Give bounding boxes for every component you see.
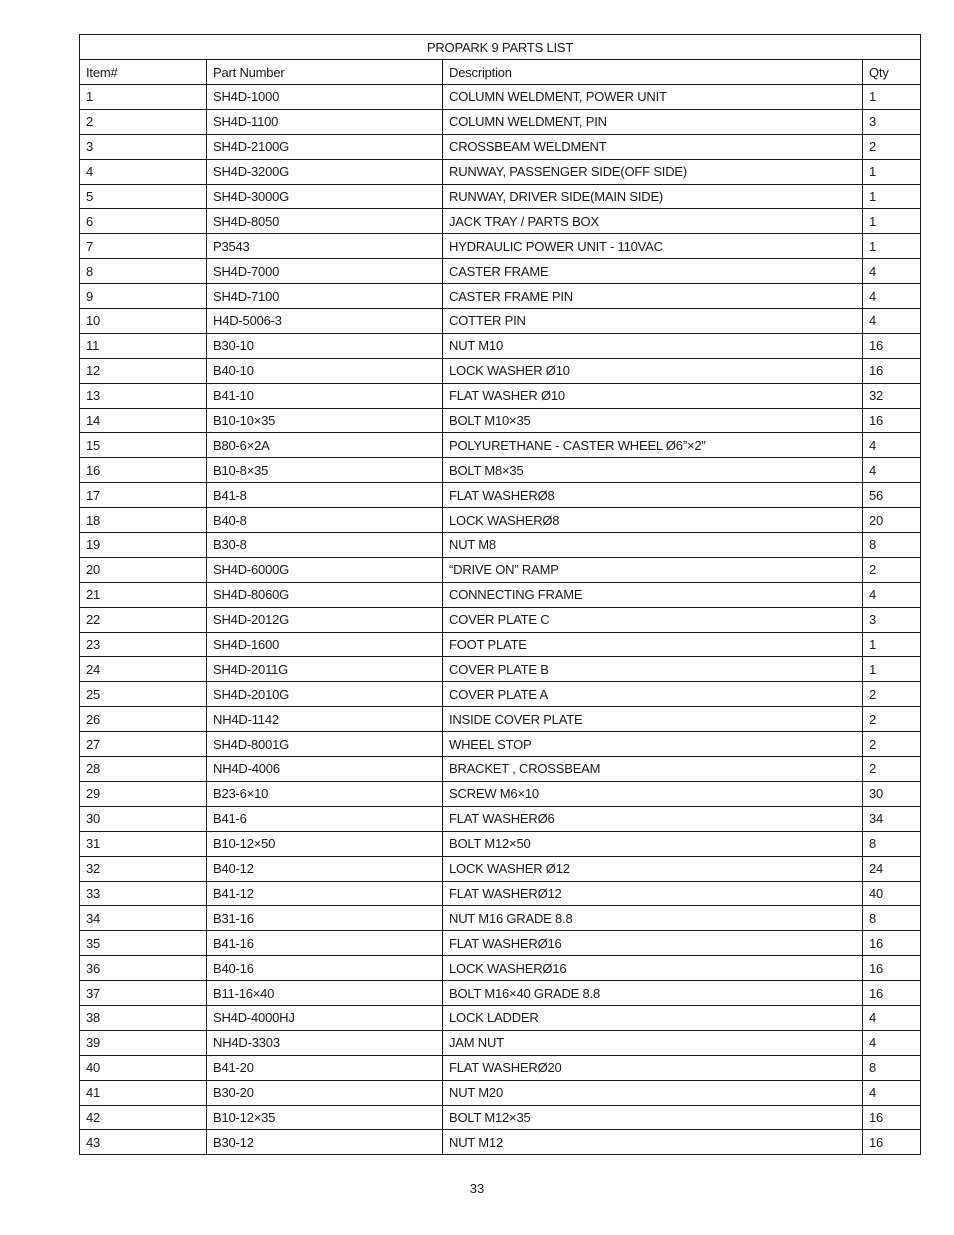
table-row [80,732,921,757]
qty-cell: 1 [863,657,921,682]
description-cell: FLAT WASHERØ20 [443,1055,863,1080]
item-number-cell: 4 [80,159,207,184]
description-cell: WHEEL STOP [443,732,863,757]
item-number-cell: 33 [80,881,207,906]
qty-cell: 4 [863,284,921,309]
table-row [80,234,921,259]
item-number-cell: 20 [80,557,207,582]
item-number-cell: 10 [80,309,207,334]
item-number-cell: 18 [80,508,207,533]
item-number-cell: 6 [80,209,207,234]
description-cell: CASTER FRAME [443,259,863,284]
part-number-cell: SH4D-1100 [207,109,443,134]
table-row [80,85,921,110]
part-number-cell: SH4D-2011G [207,657,443,682]
description-cell: BOLT M8×35 [443,458,863,483]
qty-cell: 24 [863,856,921,881]
qty-cell: 4 [863,1030,921,1055]
item-number-cell: 3 [80,134,207,159]
column-header-qty: Qty [863,60,921,85]
table-row [80,508,921,533]
qty-cell: 2 [863,732,921,757]
table-row [80,433,921,458]
item-number-cell: 27 [80,732,207,757]
item-number-cell: 26 [80,707,207,732]
item-number-cell: 43 [80,1130,207,1155]
part-number-cell: B30-12 [207,1130,443,1155]
item-number-cell: 38 [80,1005,207,1030]
description-cell: CROSSBEAM WELDMENT [443,134,863,159]
part-number-cell: B10-12×35 [207,1105,443,1130]
table-row [80,781,921,806]
table-row [80,533,921,558]
description-cell: FLAT WASHERØ16 [443,931,863,956]
table-row [80,458,921,483]
description-cell: LOCK LADDER [443,1005,863,1030]
item-number-cell: 5 [80,184,207,209]
qty-cell: 4 [863,433,921,458]
description-cell: FOOT PLATE [443,632,863,657]
description-cell: LOCK WASHER Ø12 [443,856,863,881]
qty-cell: 1 [863,184,921,209]
description-cell: NUT M10 [443,333,863,358]
part-number-cell: B40-8 [207,508,443,533]
table-row [80,358,921,383]
description-cell: FLAT WASHER Ø10 [443,383,863,408]
item-number-cell: 21 [80,582,207,607]
item-number-cell: 7 [80,234,207,259]
parts-list-sheet [79,34,920,1155]
item-number-cell: 39 [80,1030,207,1055]
qty-cell: 4 [863,309,921,334]
table-row [80,259,921,284]
qty-cell: 4 [863,259,921,284]
table-row [80,134,921,159]
column-header-item: Item# [80,60,207,85]
qty-cell: 30 [863,781,921,806]
item-number-cell: 17 [80,483,207,508]
table-row [80,931,921,956]
item-number-cell: 1 [80,85,207,110]
table-row [80,682,921,707]
description-cell: NUT M20 [443,1080,863,1105]
description-cell: POLYURETHANE - CASTER WHEEL Ø6”×2” [443,433,863,458]
item-number-cell: 13 [80,383,207,408]
table-row [80,184,921,209]
qty-cell: 8 [863,1055,921,1080]
description-cell: COVER PLATE A [443,682,863,707]
part-number-cell: B31-16 [207,906,443,931]
description-cell: FLAT WASHERØ6 [443,806,863,831]
item-number-cell: 23 [80,632,207,657]
part-number-cell: B40-10 [207,358,443,383]
item-number-cell: 29 [80,781,207,806]
table-title: PROPARK 9 PARTS LIST [80,35,921,60]
table-header-row [80,60,921,85]
description-cell: NUT M8 [443,533,863,558]
description-cell: COTTER PIN [443,309,863,334]
description-cell: LOCK WASHERØ16 [443,956,863,981]
description-cell: SCREW M6×10 [443,781,863,806]
part-number-cell: B41-16 [207,931,443,956]
description-cell: LOCK WASHERØ8 [443,508,863,533]
qty-cell: 2 [863,757,921,782]
description-cell: INSIDE COVER PLATE [443,707,863,732]
qty-cell: 16 [863,981,921,1006]
part-number-cell: NH4D-4006 [207,757,443,782]
item-number-cell: 42 [80,1105,207,1130]
table-row [80,1030,921,1055]
qty-cell: 4 [863,1080,921,1105]
item-number-cell: 14 [80,408,207,433]
qty-cell: 16 [863,358,921,383]
item-number-cell: 32 [80,856,207,881]
item-number-cell: 16 [80,458,207,483]
item-number-cell: 11 [80,333,207,358]
qty-cell: 8 [863,831,921,856]
description-cell: FLAT WASHERØ12 [443,881,863,906]
description-cell: COLUMN WELDMENT, PIN [443,109,863,134]
description-cell: COVER PLATE B [443,657,863,682]
description-cell: BOLT M12×35 [443,1105,863,1130]
part-number-cell: B23-6×10 [207,781,443,806]
parts-list-table [79,34,921,1155]
description-cell: JACK TRAY / PARTS BOX [443,209,863,234]
table-row [80,408,921,433]
table-row [80,757,921,782]
table-row [80,632,921,657]
item-number-cell: 12 [80,358,207,383]
description-cell: NUT M12 [443,1130,863,1155]
item-number-cell: 24 [80,657,207,682]
part-number-cell: B41-8 [207,483,443,508]
part-number-cell: SH4D-8060G [207,582,443,607]
item-number-cell: 28 [80,757,207,782]
column-header-part-number: Part Number [207,60,443,85]
qty-cell: 2 [863,682,921,707]
part-number-cell: SH4D-2100G [207,134,443,159]
description-cell: LOCK WASHER Ø10 [443,358,863,383]
item-number-cell: 9 [80,284,207,309]
part-number-cell: B80-6×2A [207,433,443,458]
column-header-description: Description [443,60,863,85]
qty-cell: 1 [863,234,921,259]
part-number-cell: B41-6 [207,806,443,831]
qty-cell: 4 [863,582,921,607]
qty-cell: 16 [863,333,921,358]
description-cell: BRACKET , CROSSBEAM [443,757,863,782]
part-number-cell: B30-10 [207,333,443,358]
item-number-cell: 31 [80,831,207,856]
table-row [80,856,921,881]
table-row [80,607,921,632]
table-row [80,1105,921,1130]
part-number-cell: P3543 [207,234,443,259]
qty-cell: 20 [863,508,921,533]
table-row [80,981,921,1006]
item-number-cell: 41 [80,1080,207,1105]
page-number: 33 [469,1181,485,1196]
qty-cell: 16 [863,956,921,981]
part-number-cell: NH4D-3303 [207,1030,443,1055]
qty-cell: 40 [863,881,921,906]
table-row [80,209,921,234]
part-number-cell: B40-16 [207,956,443,981]
description-cell: JAM NUT [443,1030,863,1055]
part-number-cell: SH4D-1000 [207,85,443,110]
table-row [80,906,921,931]
qty-cell: 2 [863,557,921,582]
item-number-cell: 40 [80,1055,207,1080]
part-number-cell: SH4D-4000HJ [207,1005,443,1030]
table-row [80,1080,921,1105]
description-cell: RUNWAY, PASSENGER SIDE(OFF SIDE) [443,159,863,184]
part-number-cell: B40-12 [207,856,443,881]
description-cell: CONNECTING FRAME [443,582,863,607]
qty-cell: 1 [863,632,921,657]
item-number-cell: 8 [80,259,207,284]
item-number-cell: 25 [80,682,207,707]
table-row [80,707,921,732]
description-cell: NUT M16 GRADE 8.8 [443,906,863,931]
item-number-cell: 2 [80,109,207,134]
table-row [80,831,921,856]
item-number-cell: 30 [80,806,207,831]
table-row [80,557,921,582]
table-body [80,85,921,1155]
qty-cell: 34 [863,806,921,831]
qty-cell: 4 [863,458,921,483]
part-number-cell: SH4D-6000G [207,557,443,582]
part-number-cell: NH4D-1142 [207,707,443,732]
part-number-cell: B30-20 [207,1080,443,1105]
qty-cell: 3 [863,607,921,632]
qty-cell: 8 [863,906,921,931]
table-row [80,956,921,981]
table-row [80,159,921,184]
part-number-cell: B10-8×35 [207,458,443,483]
qty-cell: 56 [863,483,921,508]
table-row [80,1055,921,1080]
item-number-cell: 34 [80,906,207,931]
item-number-cell: 15 [80,433,207,458]
part-number-cell: SH4D-8050 [207,209,443,234]
qty-cell: 2 [863,134,921,159]
part-number-cell: B10-10×35 [207,408,443,433]
qty-cell: 3 [863,109,921,134]
description-cell: HYDRAULIC POWER UNIT - 110VAC [443,234,863,259]
part-number-cell: B10-12×50 [207,831,443,856]
part-number-cell: B41-20 [207,1055,443,1080]
part-number-cell: H4D-5006-3 [207,309,443,334]
part-number-cell: B41-12 [207,881,443,906]
qty-cell: 8 [863,533,921,558]
description-cell: BOLT M10×35 [443,408,863,433]
part-number-cell: SH4D-3000G [207,184,443,209]
table-row [80,1005,921,1030]
part-number-cell: B11-16×40 [207,981,443,1006]
table-row [80,483,921,508]
part-number-cell: B30-8 [207,533,443,558]
description-cell: RUNWAY, DRIVER SIDE(MAIN SIDE) [443,184,863,209]
table-row [80,806,921,831]
table-row [80,383,921,408]
table-row [80,309,921,334]
description-cell: COVER PLATE C [443,607,863,632]
description-cell: BOLT M16×40 GRADE 8.8 [443,981,863,1006]
description-cell: “DRIVE ON” RAMP [443,557,863,582]
qty-cell: 16 [863,408,921,433]
part-number-cell: SH4D-1600 [207,632,443,657]
part-number-cell: SH4D-7100 [207,284,443,309]
qty-cell: 1 [863,85,921,110]
table-row [80,1130,921,1155]
item-number-cell: 37 [80,981,207,1006]
description-cell: COLUMN WELDMENT, POWER UNIT [443,85,863,110]
qty-cell: 32 [863,383,921,408]
part-number-cell: SH4D-8001G [207,732,443,757]
qty-cell: 4 [863,1005,921,1030]
qty-cell: 1 [863,209,921,234]
part-number-cell: SH4D-3200G [207,159,443,184]
item-number-cell: 36 [80,956,207,981]
qty-cell: 16 [863,931,921,956]
part-number-cell: SH4D-2010G [207,682,443,707]
qty-cell: 2 [863,707,921,732]
table-row [80,284,921,309]
description-cell: BOLT M12×50 [443,831,863,856]
part-number-cell: B41-10 [207,383,443,408]
part-number-cell: SH4D-7000 [207,259,443,284]
part-number-cell: SH4D-2012G [207,607,443,632]
description-cell: FLAT WASHERØ8 [443,483,863,508]
table-row [80,881,921,906]
item-number-cell: 22 [80,607,207,632]
qty-cell: 1 [863,159,921,184]
table-row [80,582,921,607]
table-row [80,109,921,134]
description-cell: CASTER FRAME PIN [443,284,863,309]
qty-cell: 16 [863,1105,921,1130]
item-number-cell: 19 [80,533,207,558]
table-row [80,657,921,682]
table-row [80,333,921,358]
qty-cell: 16 [863,1130,921,1155]
item-number-cell: 35 [80,931,207,956]
